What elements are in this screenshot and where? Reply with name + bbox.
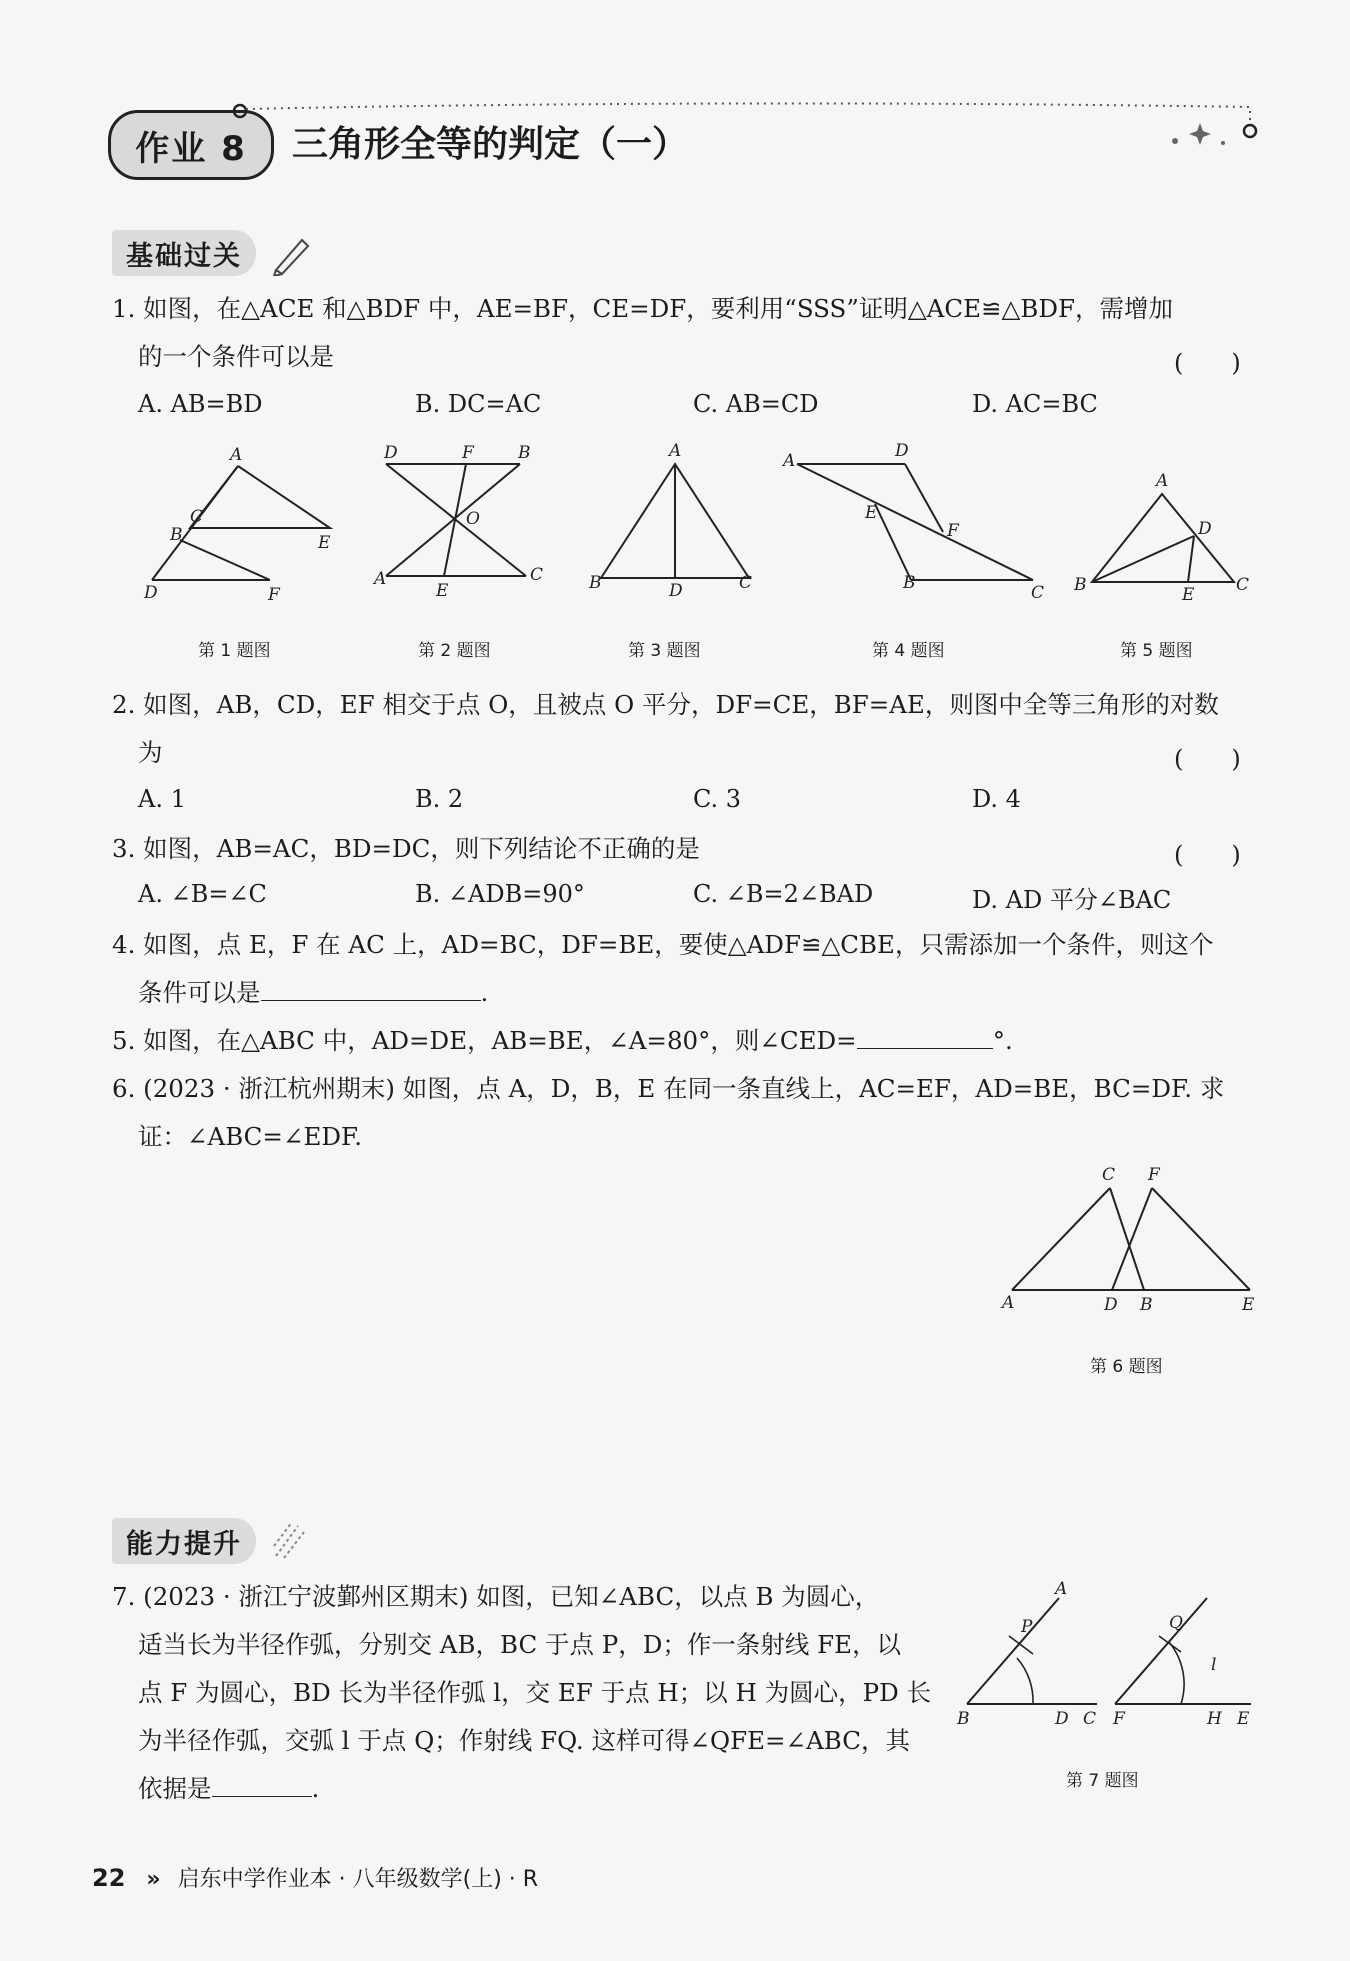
svg-text:A: A [783,451,796,471]
svg-text:B: B [1140,1295,1153,1315]
svg-text:P: P [1021,1617,1033,1637]
svg-text:A: A [1156,471,1169,491]
svg-text:C: C [1236,575,1250,595]
svg-text:C: C [1031,583,1045,603]
caption-figure-3: 第 3 题图 [628,641,701,661]
svg-text:D: D [895,441,909,461]
sparkle-decoration-icon [270,1516,310,1564]
svg-text:E: E [436,581,449,601]
svg-text:F: F [1113,1709,1125,1729]
answer-blank-4[interactable] [261,976,481,1001]
footer-arrow-icon: » [146,1867,161,1892]
svg-text:O: O [466,509,480,529]
svg-text:C: C [1102,1165,1116,1185]
svg-text:A: A [1055,1580,1068,1599]
svg-text:B: B [170,525,183,545]
svg-text:A: A [374,569,387,589]
q1-option-b: B. DC=AC [415,390,542,418]
svg-text:E: E [1242,1295,1255,1315]
svg-text:E: E [1237,1709,1250,1729]
svg-text:D: D [1055,1709,1069,1729]
svg-text:D: D [144,583,158,603]
pencil-icon [270,232,310,276]
question-1-text-2: 的一个条件可以是 [138,342,334,371]
svg-text:E: E [318,533,331,553]
q3-option-b: B. ∠ADB=90° [415,880,585,908]
answer-paren-3: ( ) [1174,841,1241,869]
svg-text:B: B [903,573,916,593]
figure-6 [996,1162,1266,1322]
svg-text:D: D [1104,1295,1118,1315]
svg-text:D: D [669,581,683,601]
question-6-text: 6. (2023 · 浙江杭州期末) 如图，点 A，D，B，E 在同一条直线上，AC=EF，AD=BE，BC=DF. 求 [112,1074,1225,1103]
figure-3 [585,436,765,606]
figure-7 [955,1580,1275,1740]
caption-figure-6: 第 6 题图 [1090,1357,1163,1377]
assignment-badge: 作业 8 [108,110,274,180]
question-7-text-5: 依据是 . [138,1774,320,1803]
svg-text:D: D [384,443,398,463]
question-5-text: 5. 如图，在△ABC 中，AD=DE，AB=BE，∠A=80°，则∠CED= °. [112,1026,1013,1055]
svg-text:C: C [530,565,544,585]
section-ability: 能力提升 [112,1518,256,1564]
svg-text:E: E [865,503,878,523]
figure-5 [1070,470,1260,610]
caption-figure-4: 第 4 题图 [872,641,945,661]
svg-text:B: B [957,1709,970,1729]
q3-option-a: A. ∠B=∠C [138,880,267,908]
question-6-text-2: 证：∠ABC=∠EDF. [138,1122,362,1151]
svg-text:F: F [462,443,474,463]
q2-option-a: A. 1 [138,785,186,813]
footer-book-title: 启东中学作业本 · 八年级数学(上) · R [177,1867,539,1892]
question-2-text-2: 为 [138,738,163,767]
svg-text:A: A [669,441,682,461]
section-basic: 基础过关 [112,230,256,276]
figure-4 [775,440,1055,610]
answer-blank-5[interactable] [857,1024,993,1049]
svg-text:A: A [230,445,243,465]
figure-2 [370,440,560,610]
question-1-text: 1. 如图，在△ACE 和△BDF 中，AE=BF，CE=DF，要利用“SSS”证明△ACE≌△BDF，需增加 [112,294,1174,323]
q1-option-d: D. AC=BC [972,390,1098,418]
question-7-text-4: 为半径作弧，交弧 l 于点 Q；作射线 FQ. 这样可得∠QFE=∠ABC，其 [138,1726,910,1755]
svg-text:H: H [1207,1709,1222,1729]
q3-option-d: D. AD 平分∠BAC [972,886,1172,914]
svg-text:B: B [518,443,531,463]
svg-text:B: B [589,573,602,593]
q3-option-c: C. ∠B=2∠BAD [693,880,874,908]
svg-text:F: F [268,585,280,605]
svg-text:Q: Q [1169,1613,1183,1633]
caption-figure-7: 第 7 题图 [1066,1771,1139,1791]
question-4-text: 4. 如图，点 E，F 在 AC 上，AD=BC，DF=BE，要使△ADF≌△CBE，只需添加一个条件，则这个 [112,930,1214,959]
svg-text:F: F [947,521,959,541]
answer-paren-2: ( ) [1174,745,1241,773]
svg-text:C: C [190,507,204,527]
q1-option-a: A. AB=BD [138,390,263,418]
q2-option-c: C. 3 [693,785,742,813]
question-4-text-2: 条件可以是 . [138,978,489,1007]
page-footer [92,1862,538,1893]
svg-text:C: C [739,573,753,593]
q1-option-c: C. AB=CD [693,390,819,418]
svg-text:B: B [1074,575,1087,595]
figure-1 [130,440,350,610]
svg-text:A: A [1002,1293,1015,1313]
svg-text:E: E [1182,585,1195,605]
svg-text:D: D [1198,519,1212,539]
caption-figure-1: 第 1 题图 [198,641,271,661]
svg-text:l: l [1211,1655,1217,1675]
page-number: 22 [92,1864,126,1892]
question-7-text-3: 点 F 为圆心，BD 长为半径作弧 l，交 EF 于点 H；以 H 为圆心，PD 长 [138,1678,932,1707]
caption-figure-5: 第 5 题图 [1120,641,1193,661]
header-dotted-decoration [230,95,1270,155]
q2-option-d: D. 4 [972,785,1021,813]
page-title: 三角形全等的判定（一） [292,124,689,165]
question-2-text: 2. 如图，AB，CD，EF 相交于点 O，且被点 O 平分，DF=CE，BF=AE，则图中全等三角形的对数 [112,690,1219,719]
caption-figure-2: 第 2 题图 [418,641,491,661]
question-7-text: 7. (2023 · 浙江宁波鄞州区期末) 如图，已知∠ABC，以点 B 为圆心， [112,1582,880,1611]
answer-paren-1: ( ) [1174,349,1241,377]
answer-blank-7[interactable] [212,1772,312,1797]
svg-text:F: F [1148,1165,1160,1185]
question-7-text-2: 适当长为半径作弧，分别交 AB，BC 于点 P，D；作一条射线 FE，以 [138,1630,902,1659]
svg-text:C: C [1083,1709,1097,1729]
q2-option-b: B. 2 [415,785,464,813]
question-3-text: 3. 如图，AB=AC，BD=DC，则下列结论不正确的是 [112,834,700,863]
